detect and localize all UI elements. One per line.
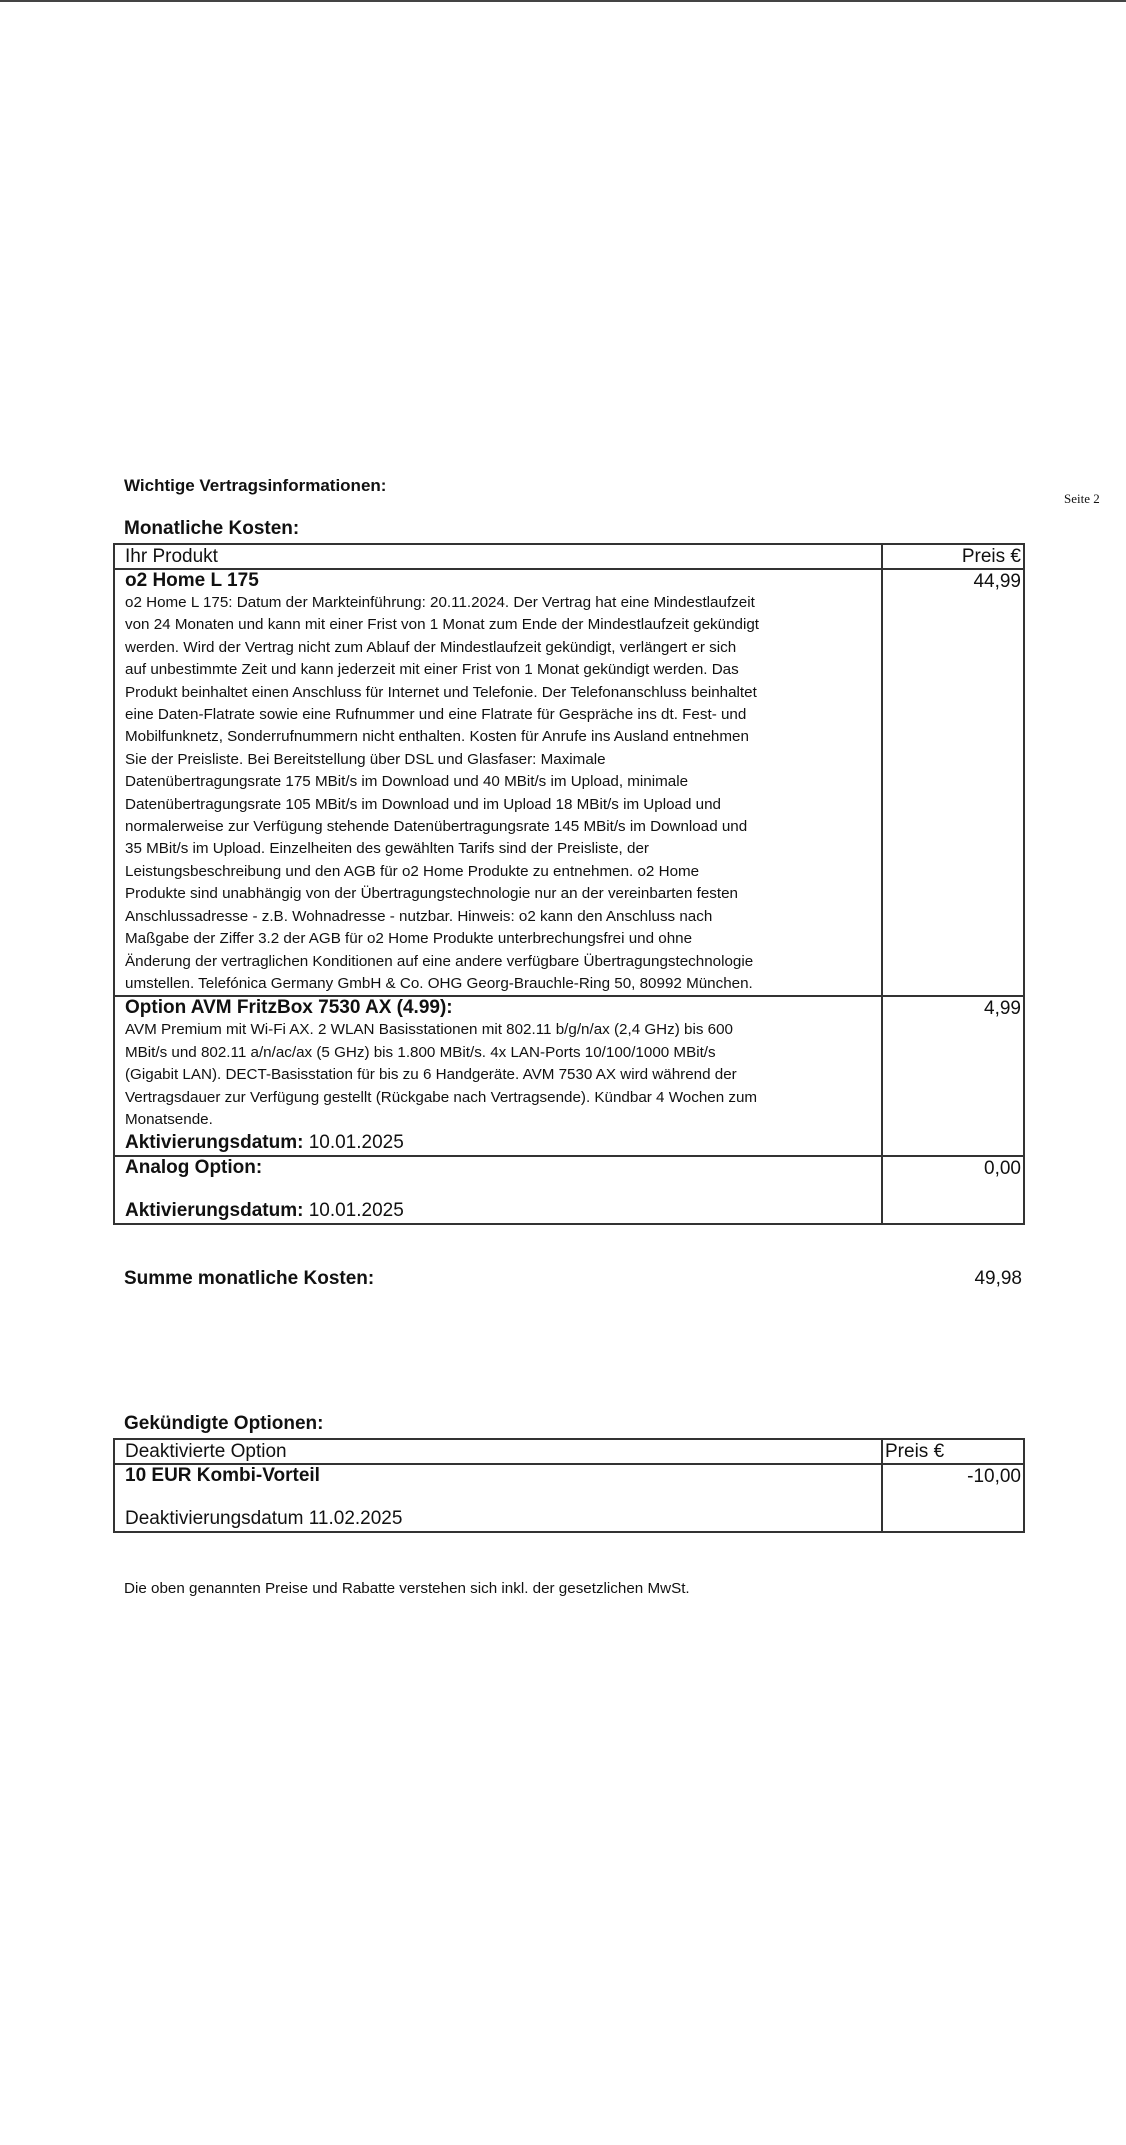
description-line: werden. Wird der Vertrag nicht zum Ablauf der Mindestlaufzeit gekündigt, verlängert er sich xyxy=(125,638,737,656)
description-line: Maßgabe der Ziffer 3.2 der AGB für o2 Home Produkte unterbrechungsfrei und ohne xyxy=(125,930,693,948)
activation-date xyxy=(125,1199,881,1223)
column-header-price: Preis € xyxy=(882,1439,1024,1464)
monthly-costs-table xyxy=(113,543,1025,1225)
sum-label: Summe monatliche Kosten: xyxy=(124,1268,375,1289)
description-line: Datenübertragungsrate 105 MBit/s im Download und im Upload 18 MBit/s im Upload und xyxy=(125,795,721,813)
cancelled-options-table xyxy=(113,1438,1025,1533)
product-cell xyxy=(114,569,882,996)
description-line: Leistungsbeschreibung und den AGB für o2 Home Produkte zu entnehmen. o2 Home xyxy=(125,862,700,880)
cancelled-options-title: Gekündigte Optionen: xyxy=(124,1413,324,1434)
page-number: Seite 2 xyxy=(1064,491,1100,506)
description-line: auf unbestimmte Zeit und kann jederzeit mit einer Frist von 1 Monat gekündigt werden. Das xyxy=(125,661,739,679)
monthly-costs-title: Monatliche Kosten: xyxy=(124,518,300,539)
option-title: 10 EUR Kombi-Vorteil xyxy=(125,1465,320,1486)
description-line: Mobilfunknetz, Sonderrufnummern nicht enthalten. Kosten für Anrufe ins Ausland entnehmen xyxy=(125,728,749,746)
product-title: Analog Option: xyxy=(125,1157,263,1179)
column-header-option: Deaktivierte Option xyxy=(114,1439,882,1464)
activation-date xyxy=(125,1131,881,1155)
description-line: o2 Home L 175: Datum der Markteinführung: 20.11.2024. Der Vertrag hat eine Mindestlaufzeit xyxy=(125,594,755,611)
activation-date-value: 10.01.2025 xyxy=(308,1132,404,1154)
description-line: eine Daten-Flatrate sowie eine Rufnummer und eine Flatrate für Gespräche ins dt. Fest- und xyxy=(125,706,747,724)
product-cell xyxy=(114,996,882,1156)
table-row xyxy=(114,1464,1024,1532)
column-header-product: Ihr Produkt xyxy=(114,544,882,569)
description-line: Datenübertragungsrate 175 MBit/s im Download und 40 MBit/s im Upload, minimale xyxy=(125,773,689,791)
sum-value: 49,98 xyxy=(974,1268,1022,1289)
price-value: -10,00 xyxy=(967,1466,1021,1487)
price-value: 44,99 xyxy=(973,571,1021,592)
description-line: 35 MBit/s im Upload. Einzelheiten des gewählten Tarifs sind der Preisliste, der xyxy=(125,840,649,858)
column-header-price: Preis € xyxy=(882,544,1024,569)
description-line: Sie der Preisliste. Bei Bereitstellung über DSL und Glasfaser: Maximale xyxy=(125,750,606,768)
activation-date-label: Aktivierungsdatum: xyxy=(125,1132,304,1154)
description-line: Produkt beinhaltet einen Anschluss für Internet und Telefonie. Der Telefonanschluss beinhaltet xyxy=(125,683,757,701)
description-line: AVM Premium mit Wi-Fi AX. 2 WLAN Basisstationen mit 802.11 b/g/n/ax (2,4 GHz) bis 600 xyxy=(125,1021,733,1039)
price-cell xyxy=(882,1156,1024,1224)
price-cell xyxy=(882,569,1024,996)
footer-note: Die oben genannten Preise und Rabatte verstehen sich inkl. der gesetzlichen MwSt. xyxy=(124,1580,690,1597)
description-line: MBit/s und 802.11 a/n/ac/ax (5 GHz) bis 1.800 MBit/s. 4x LAN-Ports 10/100/1000 MBit/s xyxy=(125,1043,716,1061)
product-title: o2 Home L 175 xyxy=(125,570,259,591)
table-header-row xyxy=(114,544,1024,569)
product-description xyxy=(125,1019,881,1131)
price-value: 0,00 xyxy=(984,1158,1021,1180)
table-row xyxy=(114,569,1024,996)
product-description xyxy=(125,592,881,995)
deactivation-date: Deaktivierungsdatum 11.02.2025 xyxy=(125,1508,403,1529)
price-cell xyxy=(882,996,1024,1156)
description-line: Änderung der vertraglichen Konditionen auf eine andere verfügbare Übertragungstechnologie xyxy=(125,952,754,970)
table-row xyxy=(114,1156,1024,1224)
price-value: 4,99 xyxy=(984,998,1021,1020)
price-cell xyxy=(882,1464,1024,1532)
description-line: Anschlussadresse - z.B. Wohnadresse - nutzbar. Hinweis: o2 kann den Anschluss nach xyxy=(125,907,713,925)
activation-date-label: Aktivierungsdatum: xyxy=(125,1200,304,1222)
description-line: normalerweise zur Verfügung stehende Datenübertragungsrate 145 MBit/s im Download und xyxy=(125,818,748,836)
product-cell xyxy=(114,1156,882,1224)
activation-date-value: 10.01.2025 xyxy=(308,1200,404,1222)
blank-box xyxy=(1060,1681,1122,1707)
description-line: (Gigabit LAN). DECT-Basisstation für bis zu 6 Handgeräte. AVM 7530 AX wird während der xyxy=(125,1066,737,1084)
table-header-row xyxy=(114,1439,1024,1464)
document-heading: Wichtige Vertragsinformationen: xyxy=(124,476,387,495)
top-border-line xyxy=(0,0,1126,2)
description-line: Produkte sind unabhängig von der Übertragungstechnologie nur an der vereinbarten festen xyxy=(125,885,738,903)
table-row xyxy=(114,996,1024,1156)
description-line: umstellen. Telefónica Germany GmbH & Co. OHG Georg-Brauchle-Ring 50, 80992 München. xyxy=(125,974,753,992)
description-line: Monatsende. xyxy=(125,1110,213,1128)
description-line: von 24 Monaten und kann mit einer Frist von 1 Monat zum Ende der Mindestlaufzeit gekündigt xyxy=(125,616,760,634)
product-title: Option AVM FritzBox 7530 AX (4.99): xyxy=(125,997,453,1019)
option-cell xyxy=(114,1464,882,1532)
description-line: Vertragsdauer zur Verfügung gestellt (Rückgabe nach Vertragsende). Kündbar 4 Wochen zum xyxy=(125,1088,758,1106)
